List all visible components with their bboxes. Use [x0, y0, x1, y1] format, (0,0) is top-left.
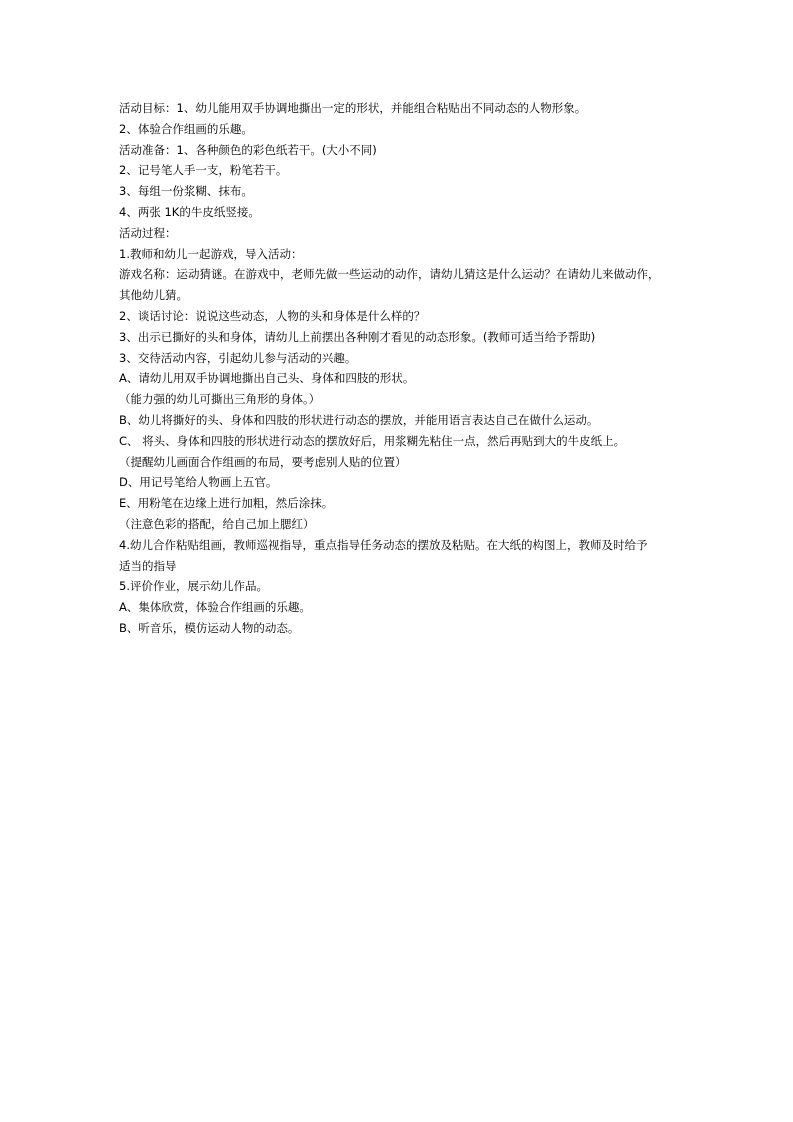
evaluation-item-b: B、听音乐，模仿运动人物的动态。: [119, 620, 300, 635]
process-step-1: 1.教师和幼儿一起游戏，导入活动：: [119, 246, 303, 261]
sub-step-c: C、 将头、身体和四肢的形状进行动态的摆放好后，用浆糊先粘住一点，然后再贴到大的牛皮纸上。: [119, 433, 626, 448]
document-body: [119, 98, 679, 639]
sub-step-e-note: （注意色彩的搭配，给自己加上腮红）: [119, 516, 315, 531]
evaluation-item-a: A、集体欣赏，体验合作组画的乐趣。: [119, 600, 311, 615]
process-step-4-continued: 适当的指导: [119, 558, 177, 573]
preparation-item-2: 2、记号笔人手一支，粉笔若干。: [119, 163, 288, 178]
activity-goals-line: 活动目标：1、幼儿能用双手协调地撕出一定的形状，并能组合粘贴出不同动态的人物形象。: [119, 101, 587, 115]
process-step-3a: 3、出示已撕好的头和身体，请幼儿上前摆出各种刚才看见的动态形象。(教师可适当给予帮助): [119, 329, 596, 344]
sub-step-a: A、请幼儿用双手协调地撕出自己头、身体和四肢的形状。: [119, 371, 415, 386]
process-step-5: 5.评价作业，展示幼儿作品。: [119, 579, 268, 594]
sub-step-e: E、用粉笔在边缘上进行加粗，然后涂抹。: [119, 496, 334, 511]
sub-step-c-note: （提醒幼儿画面合作组画的布局，要考虑别人贴的位置）: [119, 454, 407, 469]
preparation-item-3: 3、每组一份浆糊、抹布。: [119, 184, 253, 199]
process-step-2: 2、谈话讨论：说说这些动态，人物的头和身体是什么样的？: [119, 308, 426, 323]
preparation-item-4: 4、两张 1K的牛皮纸竖接。: [119, 204, 260, 219]
activity-process-heading: 活动过程：: [119, 225, 177, 240]
game-description-line: 游戏名称：运动猜谜。在游戏中，老师先做一些运动的动作，请幼儿猜这是什么运动？在请幼儿来做动作，: [119, 267, 660, 282]
goal-item-2: 2、体验合作组画的乐趣。: [119, 121, 253, 136]
activity-preparation-line: 活动准备：1、各种颜色的彩色纸若干。(大小不同): [119, 142, 377, 157]
sub-step-a-note: （能力强的幼儿可撕出三角形的身体。）: [119, 392, 321, 407]
process-step-4: 4.幼儿合作粘贴组画，教师巡视指导，重点指导任务动态的摆放及粘贴。在大纸的构图上，教师及时给予: [119, 537, 648, 552]
process-step-3b: 3、交待活动内容，引起幼儿参与活动的兴趣。: [119, 350, 357, 365]
sub-step-d: D、用记号笔给人物画上五官。: [119, 475, 278, 490]
game-description-continued: 其他幼儿猜。: [119, 288, 188, 303]
sub-step-b: B、幼儿将撕好的头、身体和四肢的形状进行动态的摆放，并能用语言表达自己在做什么运动。: [119, 412, 599, 427]
